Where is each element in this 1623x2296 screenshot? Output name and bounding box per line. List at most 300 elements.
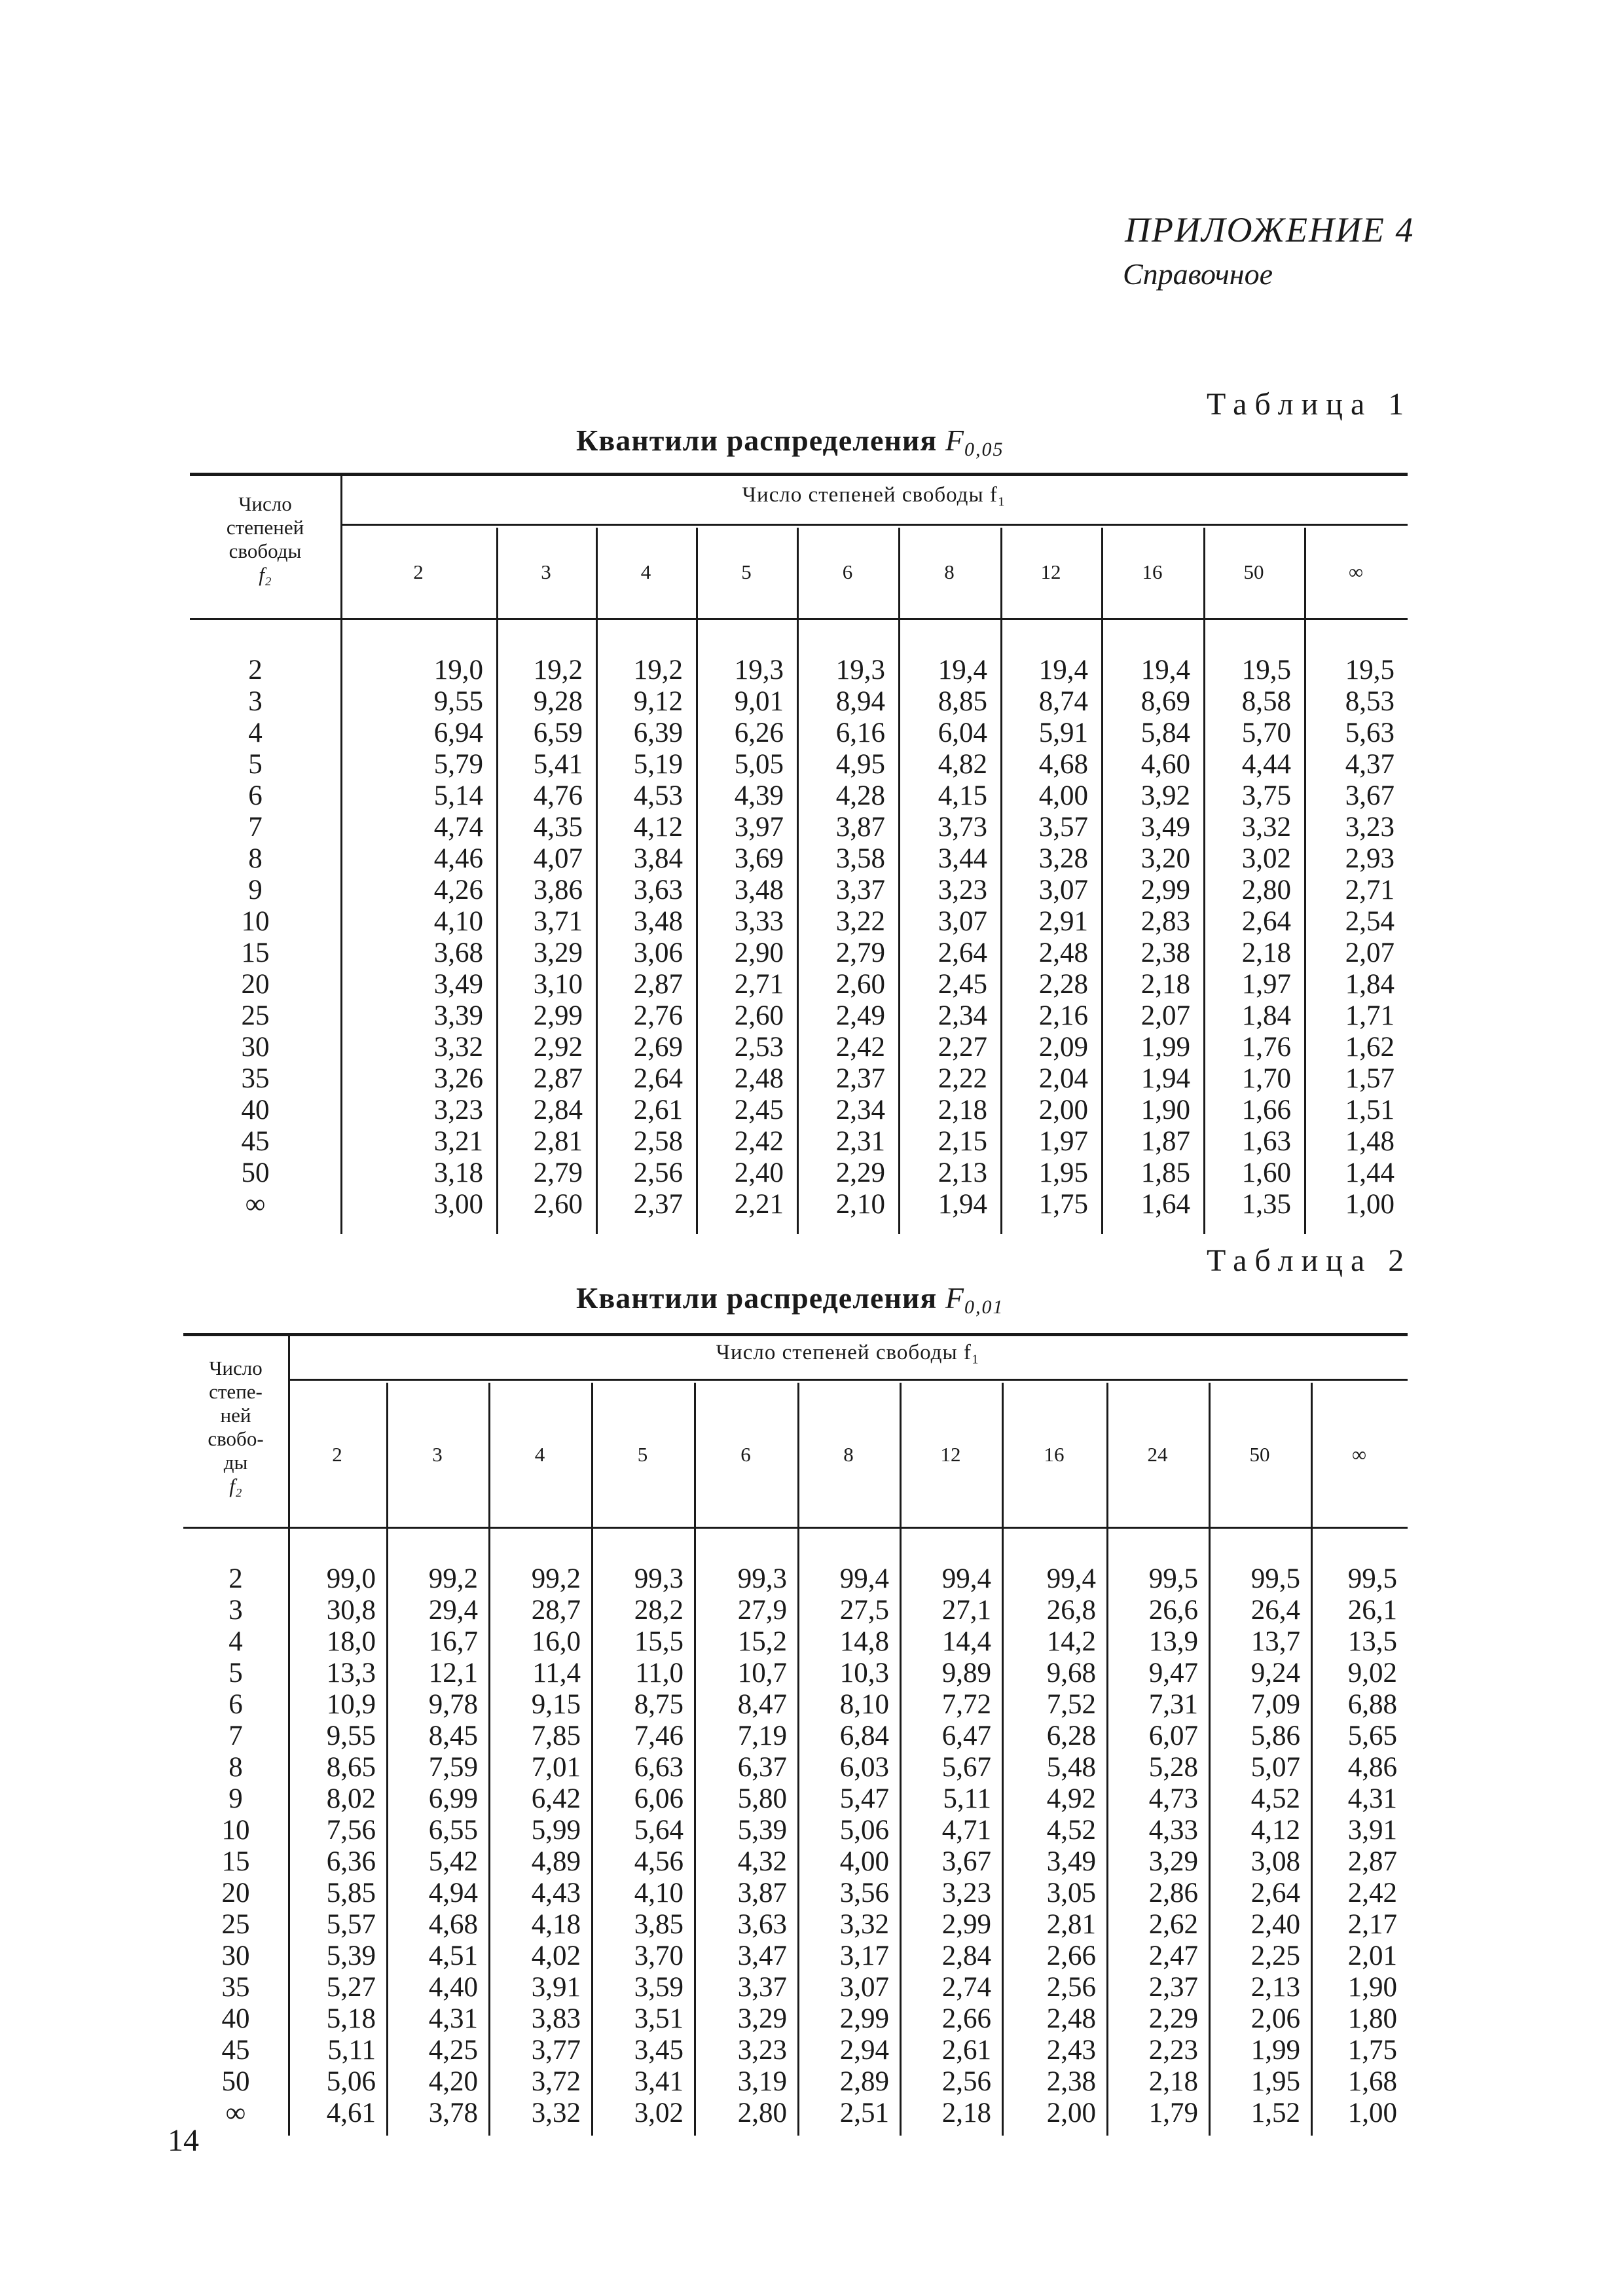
table2-f2-column — [196, 1563, 275, 2129]
table-cell: 4,20 — [428, 2066, 478, 2097]
table-cell: 2,42 — [1347, 1878, 1397, 1908]
table-cell: 4,12 — [633, 812, 683, 843]
table-cell: 2,40 — [734, 1157, 784, 1188]
table-cell: 2,56 — [633, 1157, 683, 1188]
table-cell: 2,87 — [1347, 1846, 1397, 1877]
table-cell: 4,15 — [938, 780, 987, 811]
table-cell: 8,65 — [326, 1752, 376, 1783]
table-cell: 9,89 — [941, 1658, 991, 1688]
table-cell: 5,85 — [326, 1878, 376, 1908]
table2-col-header: 4 — [534, 1443, 545, 1466]
table-cell: 2,45 — [734, 1095, 784, 1125]
row-label: 35 — [221, 1972, 250, 2003]
table-cell: 3,86 — [533, 875, 583, 905]
table-cell: 1,62 — [1345, 1032, 1395, 1063]
row-label: 45 — [241, 1126, 270, 1157]
table2-row-header-line: ды — [223, 1451, 248, 1474]
table-cell: 3,44 — [938, 843, 987, 874]
table-cell: 4,94 — [428, 1878, 478, 1908]
table-cell: 8,10 — [839, 1689, 889, 1720]
table-cell: 4,86 — [1347, 1752, 1397, 1783]
table-cell: 10,9 — [326, 1689, 376, 1720]
table-cell: 27,5 — [839, 1595, 889, 1626]
table1-value-column — [1203, 655, 1291, 1220]
table-cell: 6,94 — [433, 718, 483, 748]
table-cell: 3,58 — [835, 843, 885, 874]
table-cell: 26,4 — [1250, 1595, 1300, 1626]
table-cell: 2,99 — [839, 2003, 889, 2034]
table-cell: 5,91 — [1038, 718, 1088, 748]
table-cell: 5,47 — [839, 1783, 889, 1814]
table-cell: 2,18 — [1241, 938, 1291, 968]
table-cell: 3,02 — [634, 2098, 684, 2128]
table2-title-prefix: Квантили распределения — [576, 1281, 945, 1315]
table-cell: 2,37 — [633, 1189, 683, 1220]
table-cell: 5,65 — [1347, 1721, 1397, 1751]
table-cell: 3,10 — [533, 969, 583, 1000]
table-cell: 9,01 — [734, 686, 784, 717]
table-cell: 2,18 — [941, 2098, 991, 2128]
table-cell: 6,99 — [428, 1783, 478, 1814]
table-cell: 3,22 — [835, 906, 885, 937]
table-cell: 1,94 — [1140, 1063, 1190, 1094]
table-cell: 2,48 — [734, 1063, 784, 1094]
table-cell: 4,89 — [531, 1846, 581, 1877]
table-cell: 5,18 — [326, 2003, 376, 2034]
table-cell: 5,05 — [734, 749, 784, 780]
table-cell: 7,56 — [326, 1815, 376, 1846]
table1-row-header-line: Число — [238, 492, 292, 515]
table1-value-column — [1304, 655, 1395, 1220]
table-cell: 2,37 — [835, 1063, 885, 1094]
table-cell: 19,2 — [533, 655, 583, 685]
table-cell: 3,00 — [433, 1189, 483, 1220]
table2-col-header: 24 — [1147, 1443, 1168, 1466]
table-cell: 2,69 — [633, 1032, 683, 1063]
table1-title — [576, 423, 1004, 461]
table-cell: 6,47 — [941, 1721, 991, 1751]
table-cell: 9,55 — [433, 686, 483, 717]
table1-row-header-line: свободы — [228, 539, 302, 562]
table-cell: 4,33 — [1148, 1815, 1198, 1846]
table-cell: 2,79 — [533, 1157, 583, 1188]
table-cell: 1,00 — [1345, 1189, 1395, 1220]
table-cell: 4,40 — [428, 1972, 478, 2003]
table2-value-column — [1209, 1563, 1300, 2129]
table2-title — [576, 1281, 1004, 1319]
table-cell: 4,18 — [531, 1909, 581, 1940]
table-cell: 1,48 — [1345, 1126, 1395, 1157]
table-cell: 7,72 — [941, 1689, 991, 1720]
table-cell: 2,66 — [941, 2003, 991, 2034]
table-cell: 3,87 — [737, 1878, 787, 1908]
table-cell: 5,86 — [1250, 1721, 1300, 1751]
table-cell: 1,94 — [938, 1189, 987, 1220]
table-cell: 7,46 — [634, 1721, 684, 1751]
table-cell: 99,0 — [326, 1563, 376, 1594]
table2-col-header: 50 — [1249, 1443, 1270, 1466]
table-cell: 1,66 — [1241, 1095, 1291, 1125]
table-cell: 8,69 — [1140, 686, 1190, 717]
table-cell: 6,39 — [633, 718, 683, 748]
table1-row-header-line: f₂ — [259, 563, 272, 586]
table-cell: 1,99 — [1250, 2035, 1300, 2066]
table-cell: 2,84 — [941, 1941, 991, 1971]
table-cell: 13,3 — [326, 1658, 376, 1688]
table2-row-header-line: степе- — [209, 1380, 263, 1403]
table-cell: 19,4 — [1038, 655, 1088, 685]
table2-value-column — [591, 1563, 684, 2129]
table1-header-rule — [190, 618, 1408, 620]
table-cell: 99,2 — [428, 1563, 478, 1594]
table-cell: 2,76 — [633, 1000, 683, 1031]
table-cell: 99,2 — [531, 1563, 581, 1594]
table-cell: 2,60 — [533, 1189, 583, 1220]
table-cell: 5,64 — [634, 1815, 684, 1846]
table-cell: 2,99 — [1140, 875, 1190, 905]
table-cell: 3,48 — [734, 875, 784, 905]
table-cell: 2,49 — [835, 1000, 885, 1031]
table-cell: 27,1 — [941, 1595, 991, 1626]
table-cell: 4,52 — [1046, 1815, 1096, 1846]
table2-col-header: 8 — [843, 1443, 854, 1466]
table1-value-column — [797, 655, 885, 1220]
table-cell: 5,63 — [1345, 718, 1395, 748]
table-cell: 4,02 — [531, 1941, 581, 1971]
row-label: 15 — [221, 1846, 250, 1877]
row-label: 4 — [248, 718, 263, 748]
table-cell: 4,68 — [1038, 749, 1088, 780]
table-cell: 5,67 — [941, 1752, 991, 1783]
appendix-title: ПРИЛОЖЕНИЕ 4 — [1125, 210, 1415, 249]
table-cell: 14,8 — [839, 1626, 889, 1657]
table-cell: 3,56 — [839, 1878, 889, 1908]
table-cell: 2,86 — [1148, 1878, 1198, 1908]
table-cell: 3,23 — [737, 2035, 787, 2066]
table-cell: 4,39 — [734, 780, 784, 811]
table-cell: 2,80 — [1241, 875, 1291, 905]
table-cell: 1,44 — [1345, 1157, 1395, 1188]
table1-value-column — [340, 655, 483, 1220]
table-cell: 2,29 — [1148, 2003, 1198, 2034]
table2-header-rule — [183, 1527, 1408, 1529]
table-cell: 2,80 — [737, 2098, 787, 2128]
table-cell: 8,53 — [1345, 686, 1395, 717]
table-cell: 2,27 — [938, 1032, 987, 1063]
table1-col-header: 50 — [1243, 560, 1264, 583]
table-cell: 1,63 — [1241, 1126, 1291, 1157]
row-label: 6 — [228, 1689, 243, 1720]
table-cell: 2,99 — [533, 1000, 583, 1031]
table-cell: 3,73 — [938, 812, 987, 843]
row-label: 7 — [248, 812, 263, 843]
table-cell: 5,39 — [737, 1815, 787, 1846]
table-cell: 2,92 — [533, 1032, 583, 1063]
page-number: 14 — [168, 2123, 199, 2158]
table-cell: 2,66 — [1046, 1941, 1096, 1971]
table-cell: 5,19 — [633, 749, 683, 780]
table-cell: 4,00 — [839, 1846, 889, 1877]
table-cell: 4,73 — [1148, 1783, 1198, 1814]
table-cell: 9,02 — [1347, 1658, 1397, 1688]
table-cell: 2,74 — [941, 1972, 991, 2003]
table1-value-column — [898, 655, 987, 1220]
table-cell: 2,09 — [1038, 1032, 1088, 1063]
table2-value-column — [1002, 1563, 1096, 2129]
table-cell: 9,68 — [1046, 1658, 1096, 1688]
table-cell: 2,07 — [1140, 1000, 1190, 1031]
table1-col-header: 8 — [944, 560, 955, 583]
table-cell: 2,53 — [734, 1032, 784, 1063]
table-cell: 2,48 — [1038, 938, 1088, 968]
table-cell: 11,4 — [532, 1658, 581, 1688]
table-cell: 3,32 — [433, 1032, 483, 1063]
table2-col-header: 16 — [1044, 1443, 1065, 1466]
row-label: 50 — [241, 1157, 270, 1188]
table-cell: 6,26 — [734, 718, 784, 748]
table-cell: 3,08 — [1250, 1846, 1300, 1877]
table2-row-header-line: Число — [209, 1357, 263, 1379]
table2-value-column — [488, 1563, 581, 2129]
table-cell: 4,43 — [531, 1878, 581, 1908]
row-label: 9 — [228, 1783, 243, 1814]
table-cell: 4,51 — [428, 1941, 478, 1971]
table-cell: 3,37 — [737, 1972, 787, 2003]
table-cell: 2,45 — [938, 969, 987, 1000]
table-cell: 3,26 — [433, 1063, 483, 1094]
table-cell: 1,64 — [1140, 1189, 1190, 1220]
table1-col-header: ∞ — [1348, 560, 1364, 583]
table-cell: 6,37 — [737, 1752, 787, 1783]
table-cell: 8,58 — [1241, 686, 1291, 717]
table-cell: 3,67 — [1345, 780, 1395, 811]
table-cell: 99,3 — [737, 1563, 787, 1594]
row-label: 30 — [221, 1941, 250, 1971]
row-label: 40 — [221, 2003, 250, 2034]
row-label: 25 — [241, 1000, 270, 1031]
table-cell: 26,8 — [1046, 1595, 1096, 1626]
table-cell: 4,95 — [835, 749, 885, 780]
row-label: ∞ — [225, 2098, 246, 2128]
table-cell: 5,39 — [326, 1941, 376, 1971]
table-cell: 6,16 — [835, 718, 885, 748]
table2-col-header: 3 — [432, 1443, 443, 1466]
table-cell: 1,84 — [1241, 1000, 1291, 1031]
table-cell: 2,61 — [941, 2035, 991, 2066]
table-cell: 2,38 — [1140, 938, 1190, 968]
table-cell: 2,71 — [734, 969, 784, 1000]
table-cell: 15,5 — [634, 1626, 684, 1657]
table2-col-header: 2 — [332, 1443, 342, 1466]
table-cell: 8,75 — [634, 1689, 684, 1720]
table-cell: 99,4 — [941, 1563, 991, 1594]
table-cell: 13,5 — [1347, 1626, 1397, 1657]
table-cell: 1,68 — [1347, 2066, 1397, 2097]
table-cell: 3,37 — [835, 875, 885, 905]
table-cell: 2,93 — [1345, 843, 1395, 874]
row-label: 25 — [221, 1909, 250, 1940]
table-cell: 2,28 — [1038, 969, 1088, 1000]
table-cell: 3,59 — [634, 1972, 684, 2003]
table-cell: 2,01 — [1347, 1941, 1397, 1971]
table-cell: 29,4 — [428, 1595, 478, 1626]
table-cell: 4,52 — [1250, 1783, 1300, 1814]
table-cell: 5,27 — [326, 1972, 376, 2003]
table-cell: 1,70 — [1241, 1063, 1291, 1094]
table-cell: 3,17 — [839, 1941, 889, 1971]
table-cell: 3,28 — [1038, 843, 1088, 874]
table1-value-column — [696, 655, 784, 1220]
table-cell: 7,31 — [1148, 1689, 1198, 1720]
table-cell: 3,07 — [938, 906, 987, 937]
table-cell: 5,14 — [433, 780, 483, 811]
table2-col-header: ∞ — [1351, 1443, 1367, 1466]
table-cell: 1,90 — [1347, 1972, 1397, 2003]
table-cell: 3,49 — [1046, 1846, 1096, 1877]
table1-top-rule — [190, 473, 1408, 476]
table-cell: 2,84 — [533, 1095, 583, 1125]
table-cell: 2,00 — [1038, 1095, 1088, 1125]
table-cell: 8,02 — [326, 1783, 376, 1814]
table-cell: 7,01 — [531, 1752, 581, 1783]
table-cell: 6,07 — [1148, 1721, 1198, 1751]
table-cell: 99,5 — [1148, 1563, 1198, 1594]
table2-row-header-line: f₂ — [229, 1474, 242, 1497]
table-cell: 19,2 — [633, 655, 683, 685]
table-cell: 99,5 — [1250, 1563, 1300, 1594]
table-cell: 5,06 — [326, 2066, 376, 2097]
table2-col-header: 5 — [637, 1443, 648, 1466]
table-cell: 3,49 — [1140, 812, 1190, 843]
table-cell: 6,36 — [326, 1846, 376, 1877]
table-cell: 16,0 — [531, 1626, 581, 1657]
table-cell: 3,23 — [941, 1878, 991, 1908]
table-cell: 3,75 — [1241, 780, 1291, 811]
table2-value-column — [900, 1563, 991, 2129]
table-cell: 11,0 — [635, 1658, 684, 1688]
table-cell: 2,16 — [1038, 1000, 1088, 1031]
table-cell: 1,80 — [1347, 2003, 1397, 2034]
table-cell: 5,42 — [428, 1846, 478, 1877]
table-cell: 3,77 — [531, 2035, 581, 2066]
table-cell: 19,0 — [433, 655, 483, 685]
table-cell: 10,3 — [839, 1658, 889, 1688]
table-cell: 5,11 — [943, 1783, 991, 1814]
table-cell: 5,11 — [327, 2035, 376, 2066]
row-label: 10 — [221, 1815, 250, 1846]
table-cell: 3,57 — [1038, 812, 1088, 843]
table-cell: 3,91 — [1347, 1815, 1397, 1846]
table-cell: 3,29 — [1148, 1846, 1198, 1877]
table-cell: 2,48 — [1046, 2003, 1096, 2034]
table-cell: 8,47 — [737, 1689, 787, 1720]
table-cell: 1,85 — [1140, 1157, 1190, 1188]
table-cell: 2,25 — [1250, 1941, 1300, 1971]
table-cell: 9,78 — [428, 1689, 478, 1720]
table-cell: 14,2 — [1046, 1626, 1096, 1657]
table2-row-header-line: ней — [220, 1404, 251, 1427]
table-cell: 3,84 — [633, 843, 683, 874]
table-cell: 3,32 — [839, 1909, 889, 1940]
table-cell: 5,41 — [533, 749, 583, 780]
table-cell: 4,60 — [1140, 749, 1190, 780]
table-cell: 3,67 — [941, 1846, 991, 1877]
table1-col-header: 6 — [842, 560, 853, 583]
table-cell: 2,60 — [734, 1000, 784, 1031]
table-cell: 19,3 — [734, 655, 784, 685]
table-cell: 4,37 — [1345, 749, 1395, 780]
table-cell: 3,78 — [428, 2098, 478, 2128]
table2-group-rule — [289, 1379, 1408, 1381]
table-cell: 6,55 — [428, 1815, 478, 1846]
table-cell: 4,92 — [1046, 1783, 1096, 1814]
table-cell: 1,00 — [1347, 2098, 1397, 2128]
table-cell: 3,23 — [433, 1095, 483, 1125]
table-cell: 1,87 — [1140, 1126, 1190, 1157]
table-cell: 2,18 — [938, 1095, 987, 1125]
table-cell: 2,18 — [1140, 969, 1190, 1000]
table-cell: 3,05 — [1046, 1878, 1096, 1908]
table-cell: 2,64 — [633, 1063, 683, 1094]
table1-col-header: 2 — [413, 560, 424, 583]
table-cell: 6,63 — [634, 1752, 684, 1783]
table1-value-column — [496, 655, 583, 1220]
table-cell: 2,99 — [941, 1909, 991, 1940]
table2-row-header — [183, 1357, 288, 1498]
table-cell: 2,79 — [835, 938, 885, 968]
row-label: 2 — [248, 655, 263, 685]
table1-group-rule — [342, 524, 1408, 526]
row-label: 3 — [248, 686, 263, 717]
table-cell: 4,32 — [737, 1846, 787, 1877]
table-cell: 3,07 — [839, 1972, 889, 2003]
table-cell: 19,4 — [938, 655, 987, 685]
table-cell: 1,51 — [1345, 1095, 1395, 1125]
table-cell: 1,75 — [1038, 1189, 1088, 1220]
table-cell: 19,4 — [1140, 655, 1190, 685]
table-cell: 2,60 — [835, 969, 885, 1000]
table2-value-column — [386, 1563, 478, 2129]
table-cell: 9,28 — [533, 686, 583, 717]
table-cell: 3,32 — [1241, 812, 1291, 843]
table-cell: 2,90 — [734, 938, 784, 968]
table-cell: 16,7 — [428, 1626, 478, 1657]
table-cell: 6,42 — [531, 1783, 581, 1814]
table-cell: 5,84 — [1140, 718, 1190, 748]
table-cell: 2,04 — [1038, 1063, 1088, 1094]
table-cell: 4,68 — [428, 1909, 478, 1940]
table-cell: 2,31 — [835, 1126, 885, 1157]
table-cell: 2,23 — [1148, 2035, 1198, 2066]
table-cell: 1,95 — [1038, 1157, 1088, 1188]
table-cell: 26,6 — [1148, 1595, 1198, 1626]
table-cell: 3,85 — [634, 1909, 684, 1940]
table-cell: 2,13 — [938, 1157, 987, 1188]
table-cell: 4,44 — [1241, 749, 1291, 780]
table-cell: 8,74 — [1038, 686, 1088, 717]
table-cell: 4,25 — [428, 2035, 478, 2066]
row-label: 15 — [241, 938, 270, 968]
table-cell: 3,20 — [1140, 843, 1190, 874]
table-cell: 2,89 — [839, 2066, 889, 2097]
table-cell: 6,28 — [1046, 1721, 1096, 1751]
table-cell: 3,87 — [835, 812, 885, 843]
table-cell: 2,29 — [835, 1157, 885, 1188]
table1-col-header: 12 — [1040, 560, 1061, 583]
table-cell: 2,38 — [1046, 2066, 1096, 2097]
table-cell: 4,10 — [634, 1878, 684, 1908]
table-cell: 1,76 — [1241, 1032, 1291, 1063]
